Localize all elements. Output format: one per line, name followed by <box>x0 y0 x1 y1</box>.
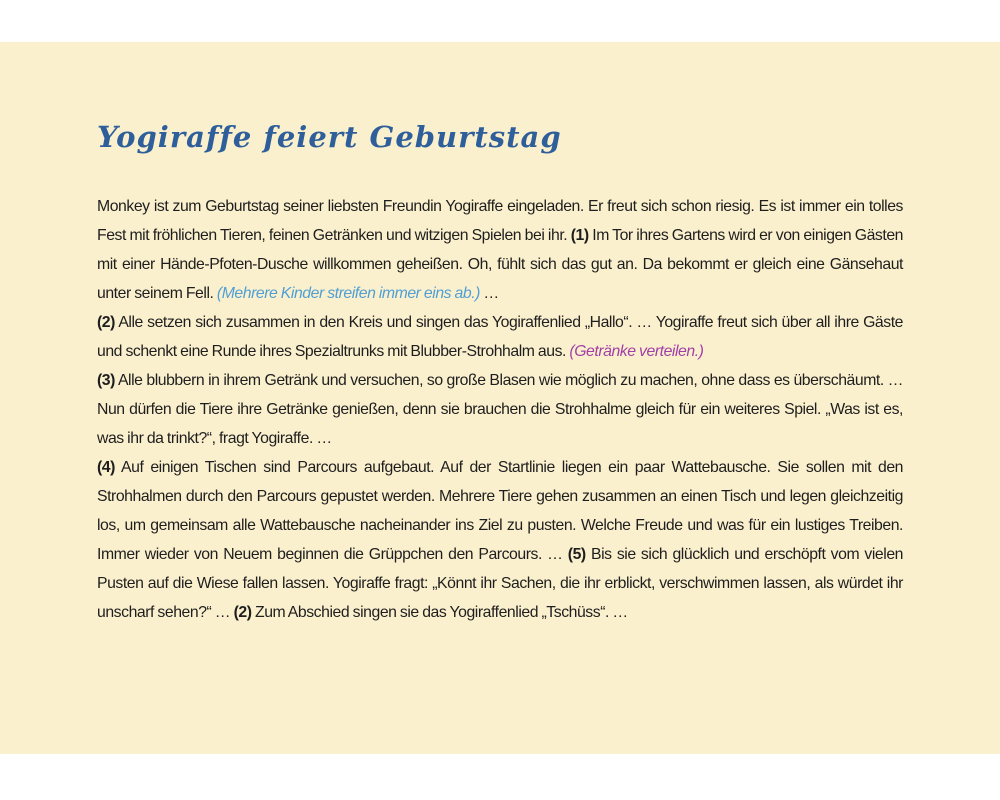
step-number-1: (1) <box>570 227 589 244</box>
paragraph-1-text-3: … <box>479 285 499 302</box>
story-body <box>97 192 903 627</box>
paragraph-4-text-1: Auf einigen Tischen sind Parcours aufgebaut. Auf der Startlinie liegen ein paar Wattebausche. Sie sollen mit den Strohhalmen durch den Parcours gepustet werden. Mehrere Tiere gehen zusammen an einen Tisch und legen gleichzeitig los, um gemeinsam alle Wattebausche nacheinander ins Ziel zu pusten. Welche Freude und was für ein lustiges Treiben. Immer wieder von Neuem beginnen die Grüppchen den Parcours. … <box>97 459 903 563</box>
step-number-3: (3) <box>97 372 115 389</box>
step-number-4: (4) <box>97 459 115 476</box>
step-number-2: (2) <box>97 314 115 331</box>
step-number-5: (5) <box>567 546 586 563</box>
paragraph-2 <box>97 308 903 366</box>
instruction-note-blue: (Mehrere Kinder streifen immer eins ab.) <box>216 285 480 302</box>
paragraph-4-text-3: Zum Abschied singen sie das Yogiraffenlied „Tschüss“. … <box>251 604 628 621</box>
paragraph-1 <box>97 192 903 308</box>
step-number-2-repeat: (2) <box>233 604 252 621</box>
paragraph-3 <box>97 366 903 453</box>
paragraph-4-text-2: Bis sie sich glücklich und erschöpft vom vielen Pusten auf die Wiese fallen lassen. Yogiraffe fragt: „Könnt ihr Sachen, die ihr erblickt, verschwimmen lassen, als würdet ihr unscharf sehen?“ … <box>97 546 904 621</box>
paragraph-4 <box>97 453 903 627</box>
paragraph-1-text-1: Monkey ist zum Geburtstag seiner liebsten Freundin Yogiraffe eingeladen. Er freut sich schon riesig. Es ist immer ein tolles Fest mit fröhlichen Tieren, feinen Getränken und witzigen Spielen bei ihr. <box>97 198 903 244</box>
instruction-note-purple: (Getränke verteilen.) <box>569 343 704 360</box>
paragraph-1-text-2: Im Tor ihres Gartens wird er von einigen Gästen mit einer Hände-Pfoten-Dusche willkommen geheißen. Oh, fühlt sich das gut an. Da bekommt er gleich eine Gänsehaut unter seinem Fell. <box>97 227 903 302</box>
paragraph-2-text-1: Alle setzen sich zusammen in den Kreis und singen das Yogiraffenlied „Hallo“. … Yogiraffe freut sich über all ihre Gäste und schenkt eine Runde ihres Spezialtrunks mit Blubber-Strohhalm aus. <box>97 314 903 360</box>
story-title: Yogiraffe feiert Geburtstag <box>97 120 562 154</box>
paragraph-3-text-1: Alle blubbern in ihrem Getränk und versuchen, so große Blasen wie möglich zu machen, ohne dass es überschäumt. … Nun dürfen die Tiere ihre Getränke genießen, denn sie brauchen die Strohhalme gleich für ein weiteres Spiel. „Was ist es, was ihr da trinkt?“, fragt Yogiraffe. … <box>97 372 903 447</box>
